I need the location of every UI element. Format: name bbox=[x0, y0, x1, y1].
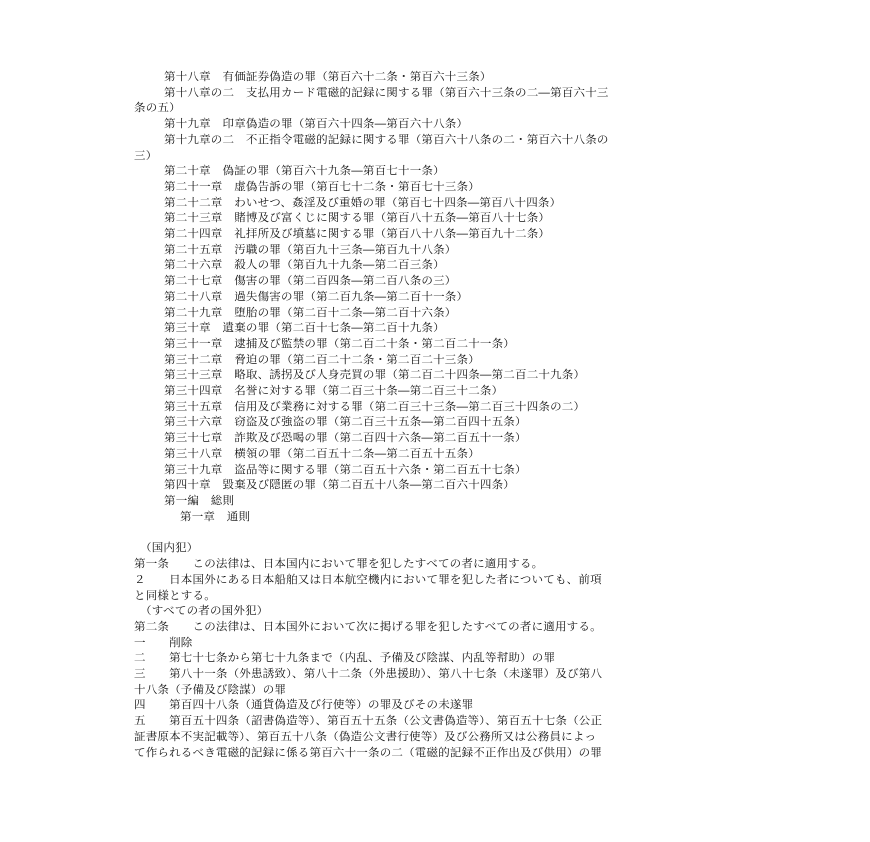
list-item: 四 第百四十八条（通貨偽造及び行使等）の罪及びその未遂罪 bbox=[134, 698, 474, 712]
toc-entry: 第二十三章 賭博及び富くじに関する罪（第百八十五条―第百八十七条） bbox=[164, 211, 551, 225]
article-caption: （国内犯） bbox=[140, 541, 199, 555]
list-item-continued: て作られるべき電磁的記録に係る第百六十一条の二（電磁的記録不正作出及び供用）の罪 bbox=[134, 745, 602, 759]
toc-entry: 第二十四章 礼拝所及び墳墓に関する罪（第百八十八条―第百九十二条） bbox=[164, 227, 551, 240]
article-1-paragraph-2: ２ 日本国外にある日本船舶又は日本航空機内において罪を犯した者についても、前項 bbox=[134, 572, 602, 586]
list-item-continued: 十八条（予備及び陰謀）の罪 bbox=[134, 682, 287, 696]
toc-entry: 第二十五章 汚職の罪（第百九十三条―第百九十八条） bbox=[164, 242, 457, 256]
toc-entry: 第二十八章 過失傷害の罪（第二百九条―第二百十一条） bbox=[164, 289, 469, 303]
article-1: 第一条 この法律は、日本国内において罪を犯したすべての者に適用する。 bbox=[134, 557, 544, 570]
list-item: 三 第八十一条（外患誘致）、第八十二条（外患援助）、第八十七条（未遂罪）及び第八 bbox=[134, 667, 603, 680]
toc-entry: 第二十九章 堕胎の罪（第二百十二条―第二百十六条） bbox=[164, 305, 457, 319]
part-title: 第一編 総則 bbox=[164, 493, 235, 507]
article-caption: （すべての者の国外犯） bbox=[140, 604, 269, 618]
toc-entry: 第三十章 遺棄の罪（第二百十七条―第二百十九条） bbox=[164, 321, 445, 335]
list-item-continued: 証書原本不実記載等）、第百五十八条（偽造公文書行使等）及び公務所又は公務員によっ bbox=[134, 729, 597, 743]
chapter-title: 第一章 通則 bbox=[180, 509, 251, 523]
table-of-contents bbox=[134, 70, 744, 761]
article-2: 第二条 この法律は、日本国外において次に掲げる罪を犯したすべての者に適用する。 bbox=[134, 619, 602, 633]
toc-entry: 第十八章の二 支払用カード電磁的記録に関する罪（第百六十三条の二―第百六十三 bbox=[164, 85, 609, 99]
toc-entry: 第十九章の二 不正指令電磁的記録に関する罪（第百六十八条の二・第百六十八条の bbox=[164, 132, 609, 146]
toc-entry: 第三十八章 横領の罪（第二百五十二条―第二百五十五条） bbox=[164, 446, 480, 460]
toc-entry: 第三十四章 名誉に対する罪（第二百三十条―第二百三十二条） bbox=[164, 384, 504, 397]
list-item: 五 第百五十四条（詔書偽造等）、第百五十五条（公文書偽造等）、第百五十七条（公正 bbox=[134, 714, 603, 728]
toc-entry: 第十八章 有価証券偽造の罪（第百六十二条・第百六十三条） bbox=[164, 70, 492, 83]
toc-entry: 第十九章 印章偽造の罪（第百六十四条―第百六十八条） bbox=[164, 117, 469, 130]
list-item: 二 第七十七条から第七十九条まで（内乱、予備及び陰謀、内乱等幇助）の罪 bbox=[134, 651, 556, 665]
toc-entry: 第四十章 毀棄及び隠匿の罪（第二百五十八条―第二百六十四条） bbox=[164, 478, 515, 492]
toc-entry: 第三十三章 略取、誘拐及び人身売買の罪（第二百二十四条―第二百二十九条） bbox=[164, 368, 586, 382]
toc-entry: 第三十一章 逮捕及び監禁の罪（第二百二十条・第二百二十一条） bbox=[164, 336, 515, 350]
toc-entry: 第二十六章 殺人の罪（第百九十九条―第二百三条） bbox=[164, 258, 445, 272]
toc-entry: 第三十二章 脅迫の罪（第二百二十二条・第二百二十三条） bbox=[164, 352, 480, 366]
toc-entry: 第三十五章 信用及び業務に対する罪（第二百三十三条―第二百三十四条の二） bbox=[164, 399, 586, 413]
toc-entry: 第二十二章 わいせつ、姦淫及び重婚の罪（第百七十四条―第百八十四条） bbox=[164, 195, 562, 209]
toc-entry-continued: 条の五） bbox=[134, 101, 181, 115]
list-item: 一 削除 bbox=[134, 635, 193, 649]
toc-entry: 第三十九章 盗品等に関する罪（第二百五十六条・第二百五十七条） bbox=[164, 462, 527, 476]
toc-entry: 第二十一章 虚偽告訴の罪（第百七十二条・第百七十三条） bbox=[164, 179, 480, 193]
toc-entry: 第二十七章 傷害の罪（第二百四条―第二百八条の三） bbox=[164, 274, 457, 288]
toc-entry: 第二十章 偽証の罪（第百六十九条―第百七十一条） bbox=[164, 164, 445, 178]
toc-entry: 第三十七章 詐欺及び恐喝の罪（第二百四十六条―第二百五十一条） bbox=[164, 431, 527, 445]
toc-entry: 第三十六章 窃盗及び強盗の罪（第二百三十五条―第二百四十五条） bbox=[164, 415, 527, 429]
article-1-paragraph-2-continued: と同様とする。 bbox=[134, 588, 216, 602]
toc-entry-continued: 三） bbox=[134, 148, 158, 162]
